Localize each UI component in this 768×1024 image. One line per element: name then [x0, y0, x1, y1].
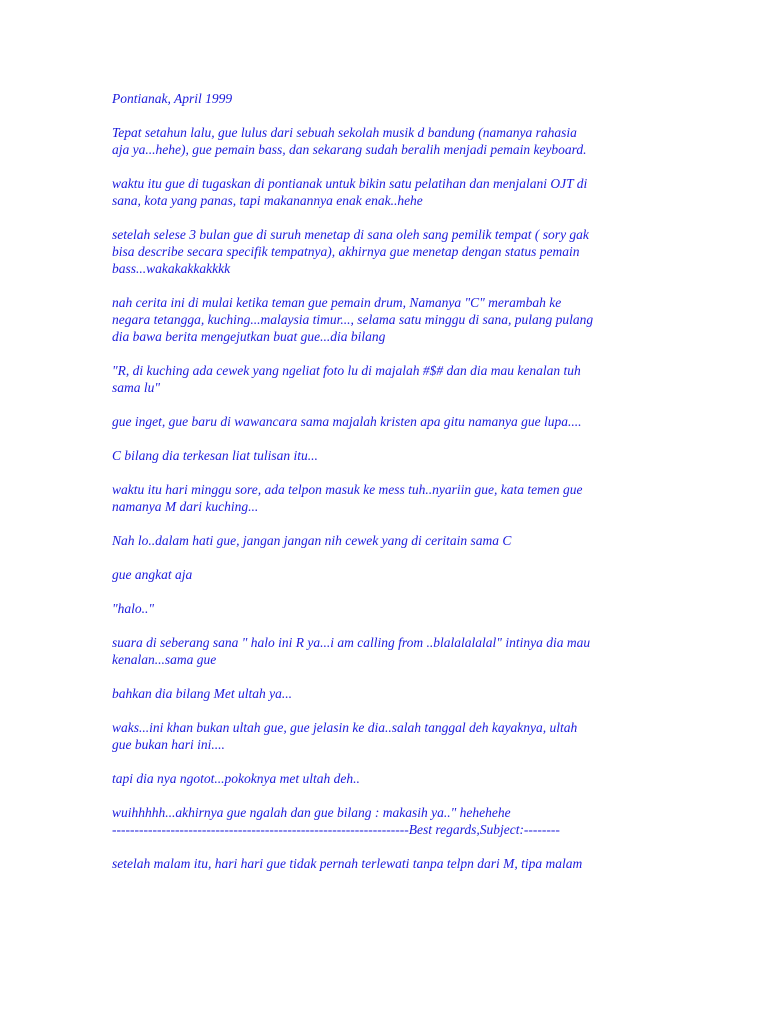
text-line: C bilang dia terkesan liat tulisan itu...: [112, 448, 318, 463]
text-line: namanya M dari kuching...: [112, 499, 259, 514]
text-line: dia bawa berita mengejutkan buat gue...dia bilang: [112, 329, 386, 344]
text-line: kenalan...sama gue: [112, 652, 217, 667]
text-line: "R, di kuching ada cewek yang ngeliat foto lu di majalah #$# dan dia mau kenalan tuh: [112, 363, 581, 378]
paragraph-with-separator: [112, 804, 657, 838]
text-line: setelah malam itu, hari hari gue tidak pernah terlewati tanpa telpn dari M, tipa malam: [112, 856, 583, 871]
paragraph: [112, 294, 657, 345]
paragraph: [112, 719, 657, 753]
text-line: Tepat setahun lalu, gue lulus dari sebuah sekolah musik d bandung (namanya rahasia: [112, 125, 577, 140]
paragraph: [112, 226, 657, 277]
text-line: "halo..": [112, 601, 155, 616]
text-line: bahkan dia bilang Met ultah ya...: [112, 686, 292, 701]
text-line: suara di seberang sana " halo ini R ya...i am calling from ..blalalalalal" intinya dia mau: [112, 635, 591, 650]
text-line: waktu itu gue di tugaskan di pontianak untuk bikin satu pelatihan dan menjalani OJT di: [112, 176, 588, 191]
text-line: negara tetangga, kuching...malaysia timur..., selama satu minggu di sana, pulang pulang: [112, 312, 594, 327]
text-line: Pontianak, April 1999: [112, 91, 233, 106]
separator-line: ------------------------------------------------------------------Best regards,Subject:--------: [112, 822, 560, 837]
text-line: gue inget, gue baru di wawancara sama majalah kristen apa gitu namanya gue lupa....: [112, 414, 582, 429]
paragraph: [112, 685, 657, 702]
text-line: gue angkat aja: [112, 567, 193, 582]
text-line: waktu itu hari minggu sore, ada telpon masuk ke mess tuh..nyariin gue, kata temen gue: [112, 482, 583, 497]
paragraph: [112, 600, 657, 617]
paragraph: [112, 855, 657, 872]
text-line: bisa describe secara specifik tempatnya), akhirnya gue menetap dengan status pemain: [112, 244, 580, 259]
text-line: waks...ini khan bukan ultah gue, gue jelasin ke dia..salah tanggal deh kayaknya, ultah: [112, 720, 578, 735]
paragraph: [112, 447, 657, 464]
text-line: setelah selese 3 bulan gue di suruh menetap di sana oleh sang pemilik tempat ( sory gak: [112, 227, 589, 242]
text-line: nah cerita ini di mulai ketika teman gue pemain drum, Namanya "C" merambah ke: [112, 295, 562, 310]
text-line: tapi dia nya ngotot...pokoknya met ultah deh..: [112, 771, 360, 786]
paragraph: [112, 566, 657, 583]
paragraph: [112, 362, 657, 396]
text-line: wuihhhhh...akhirnya gue ngalah dan gue bilang : makasih ya.." hehehehe: [112, 805, 511, 820]
paragraph: [112, 532, 657, 549]
text-line: sama lu": [112, 380, 161, 395]
paragraph: [112, 124, 657, 158]
paragraph: [112, 175, 657, 209]
paragraph: [112, 634, 657, 668]
paragraph-heading-date: [112, 90, 657, 107]
paragraph: [112, 413, 657, 430]
text-line: Nah lo..dalam hati gue, jangan jangan nih cewek yang di ceritain sama C: [112, 533, 512, 548]
document-body: [112, 90, 657, 889]
paragraph: [112, 770, 657, 787]
text-line: gue bukan hari ini....: [112, 737, 225, 752]
text-line: aja ya...hehe), gue pemain bass, dan sekarang sudah beralih menjadi pemain keyboard.: [112, 142, 587, 157]
text-line: bass...wakakakkakkkk: [112, 261, 231, 276]
paragraph: [112, 481, 657, 515]
text-line: sana, kota yang panas, tapi makanannya enak enak..hehe: [112, 193, 423, 208]
